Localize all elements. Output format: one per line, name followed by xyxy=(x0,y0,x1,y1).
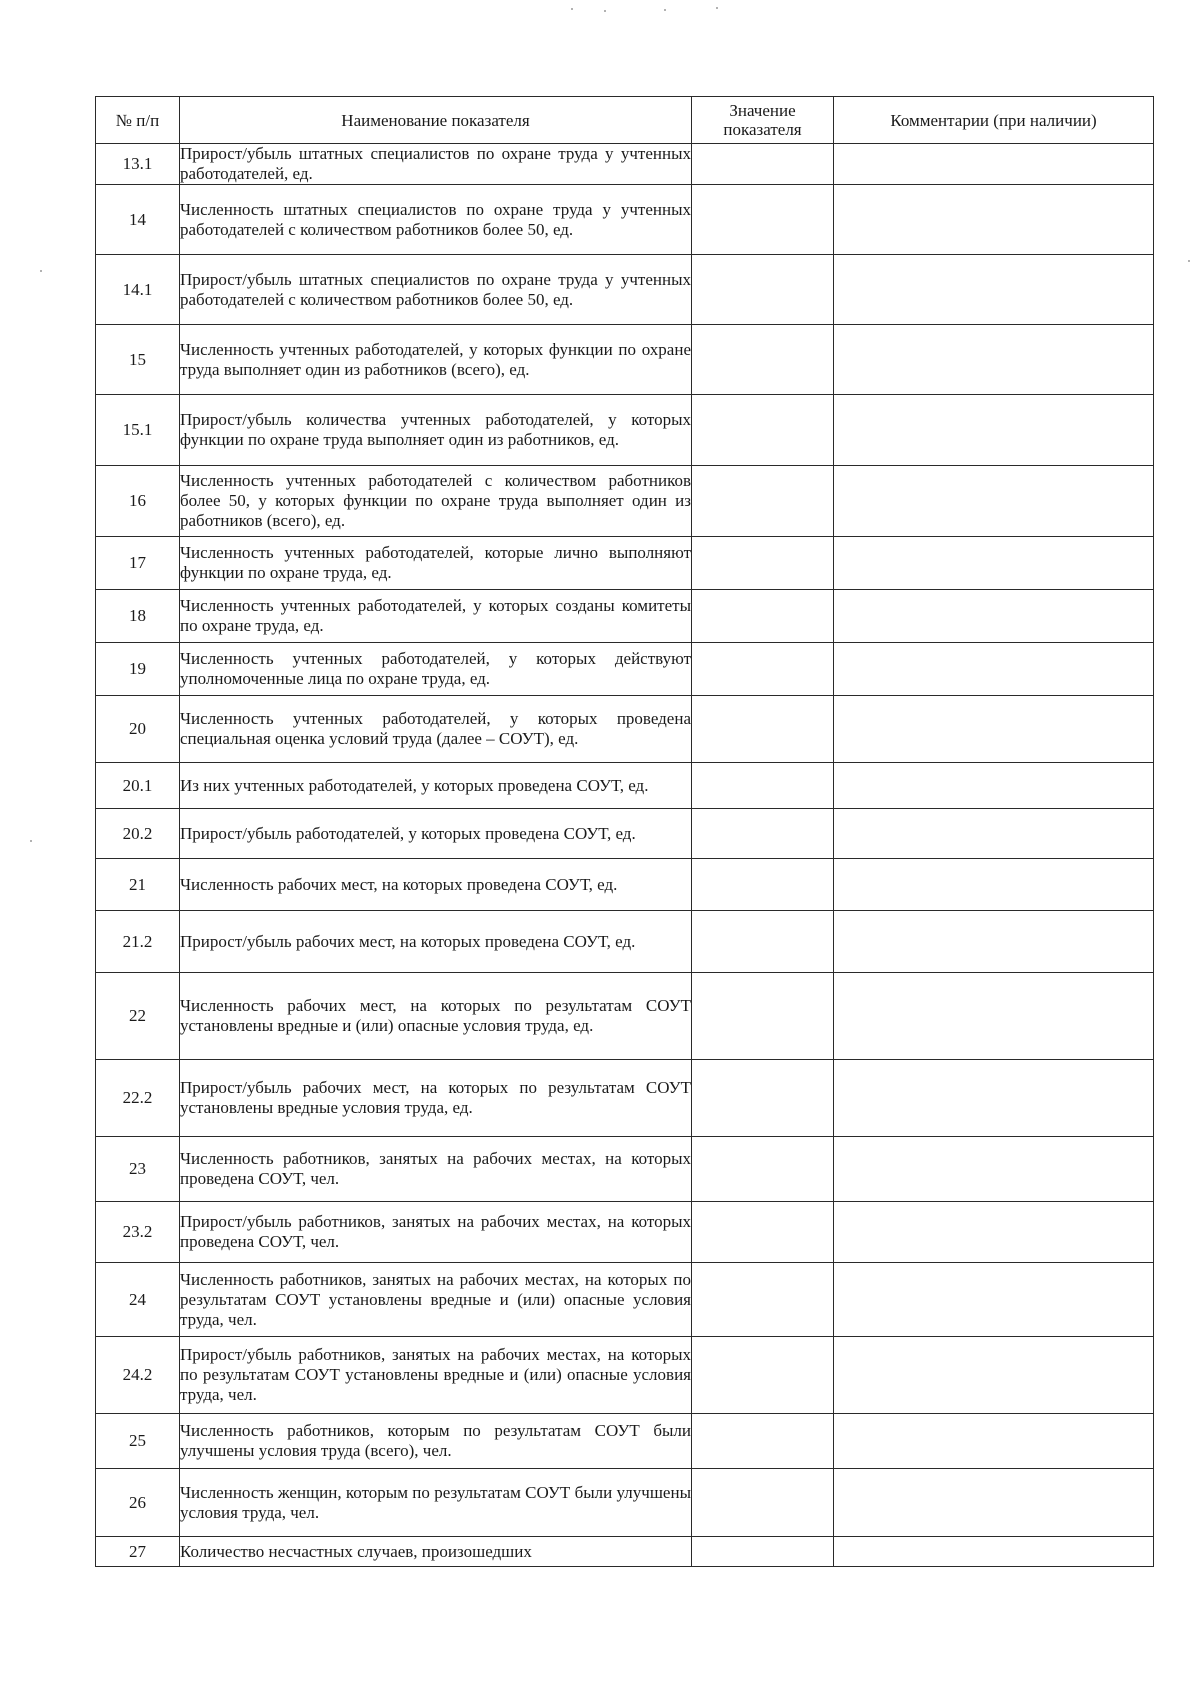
indicator-name: Прирост/убыль работодателей, у которых проведена СОУТ, ед. xyxy=(180,809,692,859)
row-number: 23 xyxy=(96,1137,180,1202)
column-header-name: Наименование показателя xyxy=(180,97,692,144)
indicator-name: Численность учтенных работодателей с количеством работников более 50, у которых функции по охране труда выполняет один из работников (всего), ед. xyxy=(180,466,692,537)
indicator-comment-cell xyxy=(834,255,1154,325)
row-number: 24.2 xyxy=(96,1337,180,1414)
indicator-name: Численность учтенных работодателей, у которых действуют уполномоченные лица по охране труда, ед. xyxy=(180,643,692,696)
indicator-name: Численность учтенных работодателей, у которых проведена специальная оценка условий труда (далее – СОУТ), ед. xyxy=(180,696,692,763)
indicator-name: Численность учтенных работодателей, у которых функции по охране труда выполняет один из работников (всего), ед. xyxy=(180,325,692,395)
scan-speck xyxy=(1188,260,1190,262)
indicator-comment-cell xyxy=(834,973,1154,1060)
table-row xyxy=(96,1202,1154,1263)
indicator-name: Количество несчастных случаев, произошедших xyxy=(180,1537,692,1567)
indicator-value-cell xyxy=(692,537,834,590)
indicator-name: Численность женщин, которым по результатам СОУТ были улучшены условия труда, чел. xyxy=(180,1469,692,1537)
row-number: 18 xyxy=(96,590,180,643)
table-body xyxy=(96,144,1154,1567)
scan-speck xyxy=(571,8,573,10)
indicator-value-cell xyxy=(692,643,834,696)
table-row xyxy=(96,1469,1154,1537)
indicator-comment-cell xyxy=(834,1137,1154,1202)
row-number: 14.1 xyxy=(96,255,180,325)
table-row xyxy=(96,325,1154,395)
row-number: 21 xyxy=(96,859,180,911)
indicators-table-sheet xyxy=(95,96,1153,1567)
indicator-name: Численность учтенных работодателей, у которых созданы комитеты по охране труда, ед. xyxy=(180,590,692,643)
indicator-value-cell xyxy=(692,696,834,763)
indicator-value-cell xyxy=(692,1137,834,1202)
indicator-name: Прирост/убыль работников, занятых на рабочих местах, на которых проведена СОУТ, чел. xyxy=(180,1202,692,1263)
indicator-name: Численность учтенных работодателей, которые лично выполняют функции по охране труда, ед. xyxy=(180,537,692,590)
table-row xyxy=(96,395,1154,466)
indicator-name: Численность работников, занятых на рабочих местах, на которых по результатам СОУТ установлены вредные и (или) опасные условия труда, чел. xyxy=(180,1263,692,1337)
table-row xyxy=(96,1137,1154,1202)
table-row xyxy=(96,1537,1154,1567)
table-header-row xyxy=(96,97,1154,144)
table-row xyxy=(96,144,1154,185)
indicator-name: Прирост/убыль работников, занятых на рабочих местах, на которых по результатам СОУТ установлены вредные и (или) опасные условия труда, чел. xyxy=(180,1337,692,1414)
indicator-value-cell xyxy=(692,1337,834,1414)
indicator-comment-cell xyxy=(834,1202,1154,1263)
indicator-value-cell xyxy=(692,255,834,325)
table-row xyxy=(96,1337,1154,1414)
row-number: 20 xyxy=(96,696,180,763)
indicator-value-cell xyxy=(692,395,834,466)
table-row xyxy=(96,696,1154,763)
indicator-value-cell xyxy=(692,911,834,973)
table-row xyxy=(96,185,1154,255)
indicator-name: Прирост/убыль рабочих мест, на которых по результатам СОУТ установлены вредные условия труда, ед. xyxy=(180,1060,692,1137)
table-row xyxy=(96,1414,1154,1469)
indicator-comment-cell xyxy=(834,1337,1154,1414)
scan-speck xyxy=(716,7,718,9)
indicator-comment-cell xyxy=(834,1537,1154,1567)
row-number: 15.1 xyxy=(96,395,180,466)
indicator-comment-cell xyxy=(834,1263,1154,1337)
indicator-value-cell xyxy=(692,1469,834,1537)
indicator-comment-cell xyxy=(834,911,1154,973)
indicator-name: Численность рабочих мест, на которых по результатам СОУТ установлены вредные и (или) опасные условия труда, ед. xyxy=(180,973,692,1060)
indicator-name: Численность штатных специалистов по охране труда у учтенных работодателей с количеством работников более 50, ед. xyxy=(180,185,692,255)
indicator-value-cell xyxy=(692,325,834,395)
indicator-value-cell xyxy=(692,144,834,185)
row-number: 25 xyxy=(96,1414,180,1469)
table-row xyxy=(96,763,1154,809)
scan-speck xyxy=(30,840,32,842)
indicator-comment-cell xyxy=(834,809,1154,859)
table-row xyxy=(96,1060,1154,1137)
indicator-value-cell xyxy=(692,1537,834,1567)
indicator-value-cell xyxy=(692,466,834,537)
indicator-comment-cell xyxy=(834,325,1154,395)
row-number: 17 xyxy=(96,537,180,590)
indicator-value-cell xyxy=(692,1202,834,1263)
indicator-name: Из них учтенных работодателей, у которых проведена СОУТ, ед. xyxy=(180,763,692,809)
table-row xyxy=(96,1263,1154,1337)
row-number: 20.2 xyxy=(96,809,180,859)
indicator-value-cell xyxy=(692,590,834,643)
indicators-table xyxy=(95,96,1154,1567)
row-number: 22 xyxy=(96,973,180,1060)
indicator-name: Прирост/убыль рабочих мест, на которых проведена СОУТ, ед. xyxy=(180,911,692,973)
row-number: 27 xyxy=(96,1537,180,1567)
indicator-name: Численность рабочих мест, на которых проведена СОУТ, ед. xyxy=(180,859,692,911)
indicator-comment-cell xyxy=(834,763,1154,809)
indicator-value-cell xyxy=(692,809,834,859)
indicator-name: Численность работников, занятых на рабочих местах, на которых проведена СОУТ, чел. xyxy=(180,1137,692,1202)
scan-speck xyxy=(40,270,42,272)
row-number: 15 xyxy=(96,325,180,395)
indicator-comment-cell xyxy=(834,696,1154,763)
indicator-name: Численность работников, которым по результатам СОУТ были улучшены условия труда (всего), чел. xyxy=(180,1414,692,1469)
indicator-comment-cell xyxy=(834,537,1154,590)
indicator-comment-cell xyxy=(834,643,1154,696)
indicator-comment-cell xyxy=(834,395,1154,466)
row-number: 19 xyxy=(96,643,180,696)
scan-speck xyxy=(664,9,666,11)
row-number: 21.2 xyxy=(96,911,180,973)
column-header-comment: Комментарии (при наличии) xyxy=(834,97,1154,144)
row-number: 13.1 xyxy=(96,144,180,185)
indicator-name: Прирост/убыль штатных специалистов по охране труда у учтенных работодателей, ед. xyxy=(180,144,691,183)
indicator-comment-cell xyxy=(834,1414,1154,1469)
table-row xyxy=(96,590,1154,643)
table-row xyxy=(96,466,1154,537)
row-number: 20.1 xyxy=(96,763,180,809)
indicator-name: Прирост/убыль штатных специалистов по охране труда у учтенных работодателей с количеством работников более 50, ед. xyxy=(180,255,692,325)
indicator-value-cell xyxy=(692,1263,834,1337)
indicator-comment-cell xyxy=(834,1060,1154,1137)
scan-speck xyxy=(604,10,606,12)
indicator-value-cell xyxy=(692,859,834,911)
table-row xyxy=(96,255,1154,325)
column-header-value: Значение показателя xyxy=(692,97,834,144)
indicator-value-cell xyxy=(692,1414,834,1469)
table-row xyxy=(96,911,1154,973)
row-number: 26 xyxy=(96,1469,180,1537)
indicator-comment-cell xyxy=(834,859,1154,911)
indicator-comment-cell xyxy=(834,144,1154,185)
indicator-comment-cell xyxy=(834,466,1154,537)
row-number: 16 xyxy=(96,466,180,537)
indicator-comment-cell xyxy=(834,185,1154,255)
row-number: 14 xyxy=(96,185,180,255)
indicator-value-cell xyxy=(692,973,834,1060)
indicator-comment-cell xyxy=(834,1469,1154,1537)
indicator-value-cell xyxy=(692,1060,834,1137)
indicator-value-cell xyxy=(692,763,834,809)
indicator-name: Прирост/убыль количества учтенных работодателей, у которых функции по охране труда выполняет один из работников, ед. xyxy=(180,395,692,466)
table-row xyxy=(96,973,1154,1060)
indicator-value-cell xyxy=(692,185,834,255)
row-number: 23.2 xyxy=(96,1202,180,1263)
table-row xyxy=(96,859,1154,911)
row-number: 22.2 xyxy=(96,1060,180,1137)
row-number: 24 xyxy=(96,1263,180,1337)
table-row xyxy=(96,643,1154,696)
table-row xyxy=(96,537,1154,590)
column-header-number: № п/п xyxy=(96,97,180,144)
table-row xyxy=(96,809,1154,859)
indicator-comment-cell xyxy=(834,590,1154,643)
